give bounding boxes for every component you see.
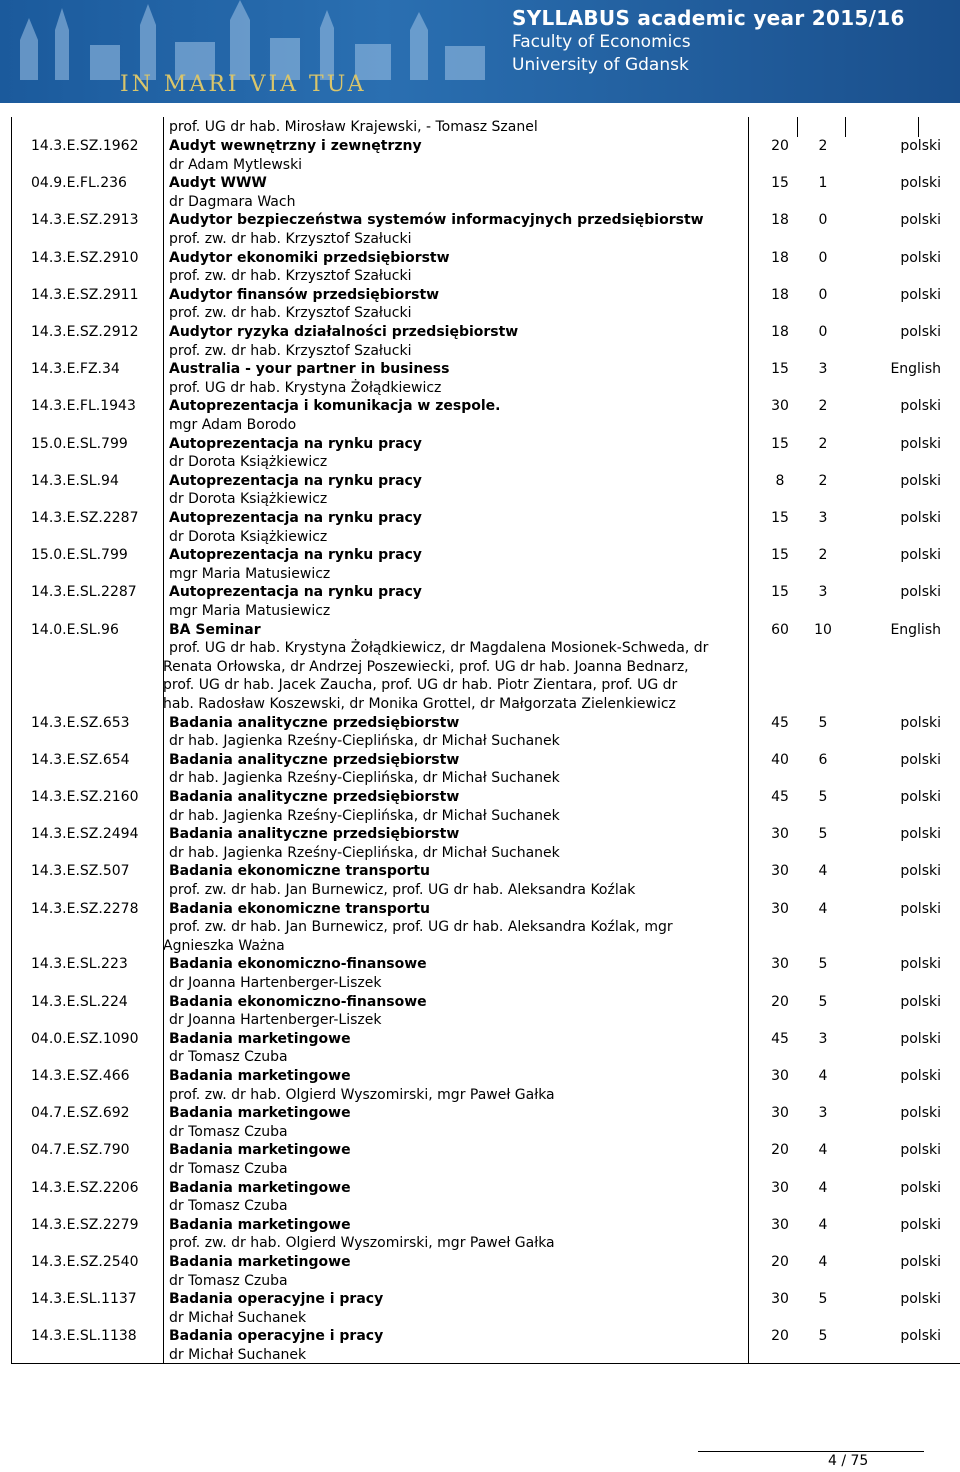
course-code: 14.3.E.SZ.1962 (31, 138, 139, 154)
course-code: 14.3.E.SL.1137 (31, 1291, 137, 1308)
teacher-names: prof. zw. dr hab. Krzysztof Szałucki (169, 305, 412, 322)
teacher-names: mgr Maria Matusiewicz (169, 565, 331, 582)
teacher-names: prof. UG dr hab. Mirosław Krajewski, - Tomasz Szanel (169, 119, 538, 135)
header-motto: IN MARI VIA TUA (120, 72, 367, 97)
teacher-names: Agnieszka Ważna (163, 937, 285, 954)
course-language: English (890, 361, 941, 378)
course-hours: 18 (771, 212, 789, 229)
course-ects: 5 (818, 993, 828, 1010)
course-title: Badania analityczne przedsiębiorstw (169, 789, 460, 805)
course-ects: 3 (818, 1030, 828, 1047)
course-ects: 4 (818, 1179, 828, 1196)
course-hours: 30 (771, 956, 789, 973)
course-hours: 20 (771, 1142, 789, 1159)
teacher-names: dr Michał Suchanek (169, 1309, 307, 1326)
course-code: 14.3.E.SZ.2160 (31, 789, 139, 805)
course-code: 14.3.E.SL.224 (31, 993, 128, 1010)
teacher-names: prof. zw. dr hab. Olgierd Wyszomirski, mgr Paweł Gałka (169, 1086, 555, 1103)
course-hours: 30 (771, 398, 789, 415)
course-title: Badania operacyjne i pracy (169, 1328, 384, 1345)
course-title: Badania ekonomiczne transportu (169, 900, 431, 917)
course-title: Badania ekonomiczne transportu (169, 863, 431, 880)
course-code: 14.3.E.SL.223 (31, 956, 128, 973)
course-hours: 18 (771, 324, 789, 340)
teacher-names: prof. zw. dr hab. Olgierd Wyszomirski, mgr Paweł Gałka (169, 1235, 555, 1252)
course-title: Autoprezentacja i komunikacja w zespole. (169, 398, 501, 415)
course-title: Badania marketingowe (169, 1179, 351, 1196)
course-language: polski (900, 714, 941, 731)
course-ects: 2 (818, 138, 828, 154)
course-hours: 45 (771, 1030, 789, 1047)
course-ects: 5 (818, 956, 828, 973)
course-hours: 45 (771, 714, 789, 731)
course-title: Autoprezentacja na rynku pracy (169, 435, 422, 452)
course-language: polski (900, 1216, 941, 1233)
teacher-names: dr hab. Jagienka Rześny-Cieplińska, dr Michał Suchanek (169, 733, 560, 750)
course-language: polski (900, 789, 941, 805)
course-hours: 30 (771, 826, 789, 843)
course-language: polski (900, 1179, 941, 1196)
course-ects: 1 (818, 175, 828, 192)
course-title: Badania analityczne przedsiębiorstw (169, 826, 460, 843)
course-code: 14.3.E.SZ.653 (31, 714, 130, 731)
course-code: 14.3.E.SL.1138 (31, 1328, 137, 1345)
teacher-names: dr Tomasz Czuba (169, 1272, 288, 1289)
course-language: polski (900, 900, 941, 917)
course-ects: 0 (818, 249, 828, 266)
course-hours: 15 (771, 175, 789, 192)
course-title: Badania marketingowe (169, 1030, 351, 1047)
course-code: 14.3.E.SZ.2913 (31, 212, 139, 229)
course-title: Autoprezentacja na rynku pracy (169, 547, 422, 564)
course-ects: 0 (818, 324, 828, 340)
syllabus-title: SYLLABUS academic year 2015/16 (512, 6, 905, 30)
course-language: polski (900, 584, 941, 601)
course-hours: 40 (771, 751, 789, 768)
course-code: 14.3.E.SL.94 (31, 472, 119, 489)
course-code: 14.3.E.SZ.2287 (31, 510, 139, 526)
course-title: Audytor ekonomiki przedsiębiorstw (169, 249, 450, 266)
course-ects: 10 (814, 621, 832, 638)
course-code: 04.7.E.SZ.692 (31, 1105, 130, 1122)
course-ects: 5 (818, 714, 828, 731)
teacher-names: dr Joanna Hartenberger-Liszek (169, 974, 382, 991)
teacher-names: dr Dorota Książkiewicz (169, 454, 328, 471)
course-hours: 30 (771, 1068, 789, 1084)
course-code: 14.3.E.SZ.2912 (31, 324, 139, 340)
course-language: polski (900, 435, 941, 452)
course-language: polski (900, 1068, 941, 1084)
course-hours: 30 (771, 900, 789, 917)
course-title: Badania marketingowe (169, 1254, 351, 1270)
teacher-names: dr hab. Jagienka Rześny-Cieplińska, dr Michał Suchanek (169, 844, 560, 861)
course-title: Badania operacyjne i pracy (169, 1291, 384, 1308)
teacher-names: prof. zw. dr hab. Krzysztof Szałucki (169, 230, 412, 247)
course-hours: 45 (771, 789, 789, 805)
teacher-names: hab. Radosław Koszewski, dr Monika Grottel, dr Małgorzata Zielenkiewicz (163, 695, 676, 712)
course-title: Australia - your partner in business (169, 361, 450, 378)
course-ects: 3 (818, 361, 828, 378)
course-hours: 30 (771, 1105, 789, 1122)
course-code: 14.3.E.SZ.466 (31, 1068, 130, 1084)
course-ects: 4 (818, 863, 828, 880)
course-code: 14.3.E.FZ.34 (31, 361, 120, 378)
teacher-names: dr hab. Jagienka Rześny-Cieplińska, dr Michał Suchanek (169, 807, 560, 824)
course-code: 14.0.E.SL.96 (31, 621, 119, 638)
course-language: polski (900, 1254, 941, 1270)
course-language: polski (900, 138, 941, 154)
course-ects: 4 (818, 1142, 828, 1159)
course-ects: 6 (818, 751, 828, 768)
teacher-names: dr Tomasz Czuba (169, 1160, 288, 1177)
course-hours: 15 (771, 510, 789, 526)
course-language: polski (900, 1328, 941, 1345)
course-language: polski (900, 826, 941, 843)
course-ects: 5 (818, 1328, 828, 1345)
course-hours: 15 (771, 361, 789, 378)
course-ects: 0 (818, 286, 828, 303)
course-language: polski (900, 398, 941, 415)
course-code: 14.3.E.SZ.654 (31, 751, 130, 768)
course-language: polski (900, 286, 941, 303)
course-title: Audytor ryzyka działalności przedsiębiorstw (169, 324, 519, 340)
course-hours: 30 (771, 863, 789, 880)
teacher-names: dr Dorota Książkiewicz (169, 491, 328, 508)
course-code: 15.0.E.SL.799 (31, 547, 128, 564)
course-language: polski (900, 324, 941, 340)
course-code: 14.3.E.SZ.2279 (31, 1216, 139, 1233)
course-hours: 8 (775, 472, 785, 489)
course-rows (11, 0, 959, 1472)
course-title: Audytor bezpieczeństwa systemów informacyjnych przedsiębiorstw (169, 212, 704, 229)
course-code: 14.3.E.SZ.2206 (31, 1179, 139, 1196)
course-title: Audyt wewnętrzny i zewnętrzny (169, 138, 422, 154)
teacher-names: dr Adam Mytlewski (169, 156, 303, 173)
teacher-names: prof. zw. dr hab. Jan Burnewicz, prof. UG dr hab. Aleksandra Koźlak (169, 881, 636, 898)
course-language: polski (900, 956, 941, 973)
course-ects: 2 (818, 398, 828, 415)
course-ects: 5 (818, 826, 828, 843)
course-language: English (890, 621, 941, 638)
course-ects: 3 (818, 510, 828, 526)
course-ects: 4 (818, 1216, 828, 1233)
course-language: polski (900, 1291, 941, 1308)
teacher-names: mgr Maria Matusiewicz (169, 602, 331, 619)
course-code: 14.3.E.FL.1943 (31, 398, 136, 415)
course-code: 14.3.E.SZ.2540 (31, 1254, 139, 1270)
course-title: Badania analityczne przedsiębiorstw (169, 751, 460, 768)
course-code: 14.3.E.SZ.2910 (31, 249, 139, 266)
course-language: polski (900, 1105, 941, 1122)
course-language: polski (900, 249, 941, 266)
course-title: Badania analityczne przedsiębiorstw (169, 714, 460, 731)
course-code: 04.9.E.FL.236 (31, 175, 127, 192)
course-ects: 3 (818, 1105, 828, 1122)
course-language: polski (900, 1030, 941, 1047)
course-hours: 20 (771, 1328, 789, 1345)
course-code: 14.3.E.SZ.507 (31, 863, 130, 880)
course-ects: 3 (818, 584, 828, 601)
course-code: 14.3.E.SZ.2278 (31, 900, 139, 917)
course-ects: 4 (818, 1254, 828, 1270)
course-language: polski (900, 1142, 941, 1159)
course-title: Badania marketingowe (169, 1068, 351, 1084)
course-hours: 15 (771, 547, 789, 564)
course-ects: 5 (818, 789, 828, 805)
course-hours: 18 (771, 286, 789, 303)
course-title: Autoprezentacja na rynku pracy (169, 510, 422, 526)
course-title: Badania marketingowe (169, 1216, 351, 1233)
course-hours: 30 (771, 1179, 789, 1196)
course-hours: 20 (771, 138, 789, 154)
university-name: University of Gdansk (512, 55, 689, 75)
teacher-names: dr Tomasz Czuba (169, 1123, 288, 1140)
course-hours: 20 (771, 1254, 789, 1270)
teacher-names: prof. zw. dr hab. Krzysztof Szałucki (169, 342, 412, 359)
course-language: polski (900, 510, 941, 526)
course-ects: 4 (818, 1068, 828, 1084)
course-title: Audyt WWW (169, 175, 267, 192)
course-code: 04.0.E.SZ.1090 (31, 1030, 139, 1047)
course-title: Badania marketingowe (169, 1105, 351, 1122)
course-code: 14.3.E.SL.2287 (31, 584, 137, 601)
course-language: polski (900, 993, 941, 1010)
page-number: 4 / 75 (828, 1453, 869, 1469)
course-ects: 5 (818, 1291, 828, 1308)
teacher-names: dr Dagmara Wach (169, 193, 296, 210)
teacher-names: dr Michał Suchanek (169, 1346, 307, 1363)
footer-divider (698, 1451, 924, 1452)
course-title: Autoprezentacja na rynku pracy (169, 584, 422, 601)
course-language: polski (900, 547, 941, 564)
course-title: Badania marketingowe (169, 1142, 351, 1159)
teacher-names: dr hab. Jagienka Rześny-Cieplińska, dr Michał Suchanek (169, 770, 560, 787)
course-language: polski (900, 175, 941, 192)
course-hours: 60 (771, 621, 789, 638)
teacher-names: dr Dorota Książkiewicz (169, 528, 328, 545)
course-language: polski (900, 751, 941, 768)
course-title: Badania ekonomiczno-finansowe (169, 993, 427, 1010)
course-ects: 0 (818, 212, 828, 229)
course-hours: 20 (771, 993, 789, 1010)
course-code: 14.3.E.SZ.2494 (31, 826, 139, 843)
teacher-names: Renata Orłowska, dr Andrzej Poszewiecki, prof. UG dr hab. Joanna Bednarz, (163, 658, 689, 675)
course-language: polski (900, 863, 941, 880)
course-hours: 18 (771, 249, 789, 266)
course-ects: 2 (818, 472, 828, 489)
course-hours: 15 (771, 584, 789, 601)
course-language: polski (900, 472, 941, 489)
course-title: Badania ekonomiczno-finansowe (169, 956, 427, 973)
course-hours: 30 (771, 1216, 789, 1233)
course-ects: 2 (818, 435, 828, 452)
course-code: 15.0.E.SL.799 (31, 435, 128, 452)
teacher-names: prof. zw. dr hab. Jan Burnewicz, prof. UG dr hab. Aleksandra Koźlak, mgr (169, 919, 673, 936)
course-title: BA Seminar (169, 621, 261, 638)
teacher-names: dr Tomasz Czuba (169, 1198, 288, 1215)
course-ects: 2 (818, 547, 828, 564)
course-code: 04.7.E.SZ.790 (31, 1142, 130, 1159)
course-ects: 4 (818, 900, 828, 917)
teacher-names: prof. UG dr hab. Jacek Zaucha, prof. UG dr hab. Piotr Zientara, prof. UG dr (163, 677, 678, 694)
faculty-name: Faculty of Economics (512, 32, 691, 52)
teacher-names: mgr Adam Borodo (169, 416, 297, 433)
course-hours: 15 (771, 435, 789, 452)
course-title: Audytor finansów przedsiębiorstw (169, 286, 440, 303)
teacher-names: prof. UG dr hab. Krystyna Żołądkiewicz, dr Magdalena Mosionek-Schweda, dr (169, 640, 709, 657)
teacher-names: prof. zw. dr hab. Krzysztof Szałucki (169, 268, 412, 285)
course-title: Autoprezentacja na rynku pracy (169, 472, 422, 489)
teacher-names: dr Joanna Hartenberger-Liszek (169, 1012, 382, 1029)
teacher-names: dr Tomasz Czuba (169, 1049, 288, 1066)
teacher-names: prof. UG dr hab. Krystyna Żołądkiewicz (169, 379, 442, 396)
course-code: 14.3.E.SZ.2911 (31, 286, 139, 303)
course-language: polski (900, 212, 941, 229)
course-hours: 30 (771, 1291, 789, 1308)
